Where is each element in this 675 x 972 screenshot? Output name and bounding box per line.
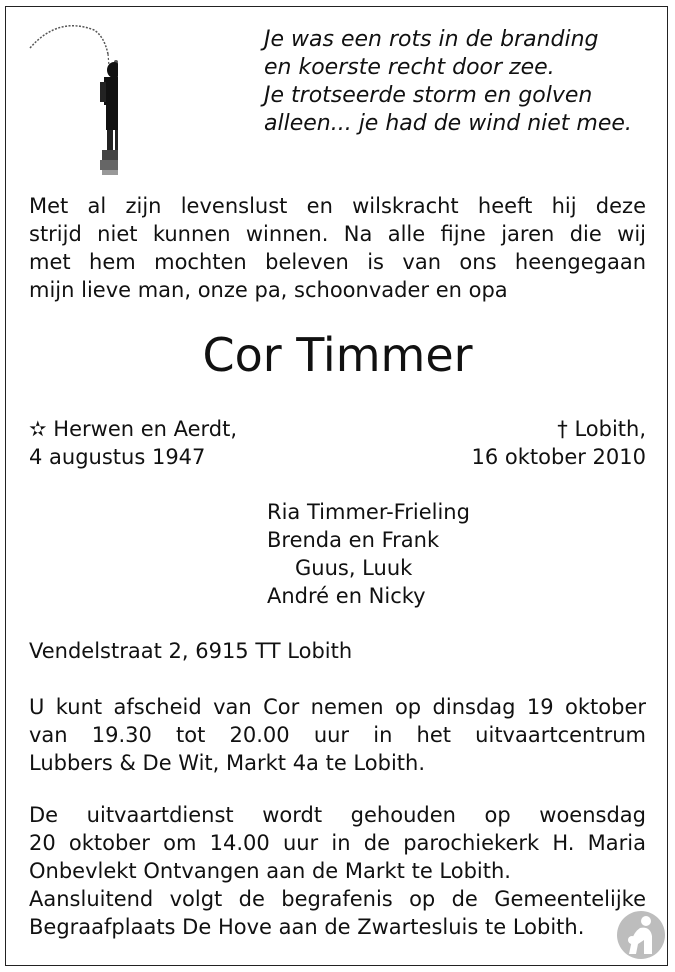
poem-line: en koerste recht door zee. [264,55,555,80]
service-line: De uitvaartdienst wordt gehouden op woensdag [29,803,646,827]
birth-date: 4 augustus 1947 [29,445,206,469]
birth-place: Herwen en Aerdt, [53,417,238,441]
service-line: Aansluitend volgt de begrafenis op de Gemeentelijke [29,887,646,911]
intro-line: met hem mochten beleven is van ons heengegaan [29,250,646,274]
service-paragraph [29,801,646,941]
service-line: Begraafplaats De Hove aan de Zwartesluis te Lobith. [29,915,585,939]
service-line: 20 oktober om 14.00 uur in de parochiekerk H. Maria [29,831,646,855]
visitation-line: van 19.30 tot 20.00 uur in het uitvaartcentrum [29,723,646,747]
fisherman-icon [28,20,118,180]
mourning-figure-icon [616,910,666,960]
family-member: Ria Timmer-Frieling [267,500,470,524]
service-line: Onbevlekt Ontvangen aan de Markt te Lobith. [29,859,511,883]
death-date: 16 oktober 2010 [471,445,646,469]
birth-line [29,415,237,443]
birth-star-icon: ✫ [29,417,47,441]
family-member: Brenda en Frank [267,528,440,552]
poem [264,26,632,138]
death-line [557,415,646,443]
death-place: Lobith, [574,417,646,441]
poem-line: Je trotseerde storm en golven [264,83,593,108]
deceased-name: Cor Timmer [202,328,473,382]
intro-line: strijd niet kunnen winnen. Na alle fijne jaren die wij [29,222,646,246]
family-member: Guus, Luuk [295,556,413,580]
visitation-paragraph [29,693,646,777]
intro-line: Met al zijn levenslust en wilskracht heeft hij deze [29,194,646,218]
intro-line: mijn lieve man, onze pa, schoonvader en opa [29,278,508,302]
visitation-line: Lubbers & De Wit, Markt 4a te Lobith. [29,751,425,775]
death-cross-icon: † [557,417,568,441]
address: Vendelstraat 2, 6915 TT Lobith [29,639,353,663]
family-member: André en Nicky [267,584,426,608]
family-list [267,498,470,610]
intro-paragraph [29,192,646,304]
poem-line: alleen... je had de wind niet mee. [264,111,632,136]
visitation-line: U kunt afscheid van Cor nemen op dinsdag 19 oktober [29,695,646,719]
poem-line: Je was een rots in de branding [264,27,599,52]
